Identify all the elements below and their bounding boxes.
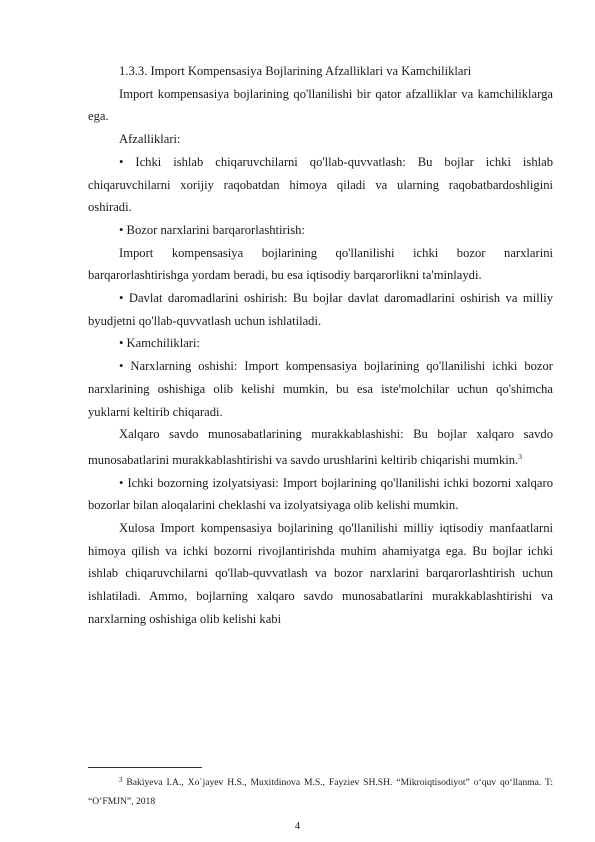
footnote-divider	[88, 767, 202, 768]
paragraph-trade-relations	[88, 423, 553, 471]
paragraph-intro: Import kompensasiya bojlarining qo'llanilishi bir qator afzalliklar va kamchiliklarga ega.	[88, 86, 553, 124]
paragraph-disadvantages-heading: • Kamchiliklari:	[119, 336, 200, 351]
paragraph-state-revenue: • Davlat daromadlarini oshirish: Bu bojlar davlat daromadlarini oshirish va milliy byudjetni qo'llab-quvvatlash uchun ishlatiladi.	[88, 291, 553, 328]
footnote-text: Bakiyeva I.A., Xo`jayev H.S., Muxitdinova M.S., Fayziev SH.SH. “Mikroiqtisodiyot” o‘quv qo‘llanma. T: “O’FMJN”, 2018	[88, 777, 553, 807]
footnote-reference[interactable]: 3	[518, 451, 522, 461]
paragraph-price-stabilization: Import kompensasiya bojlarining qo'llanilishi ichki bozor narxlarini barqarorlashtirishga yordam beradi, bu esa iqtisodiy barqarorlikni ta'minlaydi.	[88, 245, 553, 283]
paragraph-market-isolation: • Ichki bozorning izolyatsiyasi: Import bojlarining qo'llanilishi ichki bozorni xalqaro bozorlar bilan aloqalarini cheklashi va izolyatsiyaga olib kelishi mumkin.	[88, 475, 553, 513]
page-number: 4	[294, 821, 301, 832]
paragraph-price-increase: • Narxlarning oshishi: Import kompensasiya bojlarining qo'llanilishi ichki bozor narxlarining oshishiga olib kelishi mumkin, bu esa iste'molchilar uchun qo'shimcha yuklarni keltirib chiqaradi.	[88, 359, 553, 419]
footnote-number: 3	[119, 776, 123, 784]
paragraph-price-stabilization-heading: • Bozor narxlarini barqarorlashtirish:	[119, 222, 305, 237]
body-text	[88, 60, 553, 631]
paragraph-conclusion: Xulosa Import kompensasiya bojlarining qo'llanilishi milliy iqtisodiy manfaatlarni himoya qilish va ichki bozorni rivojlantirishda muhim ahamiyatga ega. Bu bojlar ichki ishlab chiqaruvchilarni qo'llab-quvvatlash va bozor narxlarini barqarorlashtirish uchun ishlatiladi. Ammo, bojlarning xalqaro savdo munosabatlarini murakkablashtirishi va narxlarning oshishiga olib kelishi kabi	[88, 521, 553, 626]
paragraph-advantages-heading: Afzalliklari:	[119, 132, 181, 147]
section-title: 1.3.3. Import Kompensasiya Bojlarining Afzalliklari va Kamchiliklari	[119, 64, 472, 78]
paragraph-domestic-support: • Ichki ishlab chiqaruvchilarni qo'llab-quvvatlash: Bu bojlar ichki ishlab chiqaruvchilarni xorijiy raqobatdan himoya qiladi va ularning raqobatbardoshligini oshiradi.	[88, 154, 553, 215]
footnote	[88, 771, 553, 811]
paragraph-trade-relations-text: Xalqaro savdo munosabatlarining murakkablashishi: Bu bojlar xalqaro savdo munosabatlarini murakkablashtirishi va savdo urushlarini keltirib chiqarishi mumkin.	[88, 427, 553, 467]
